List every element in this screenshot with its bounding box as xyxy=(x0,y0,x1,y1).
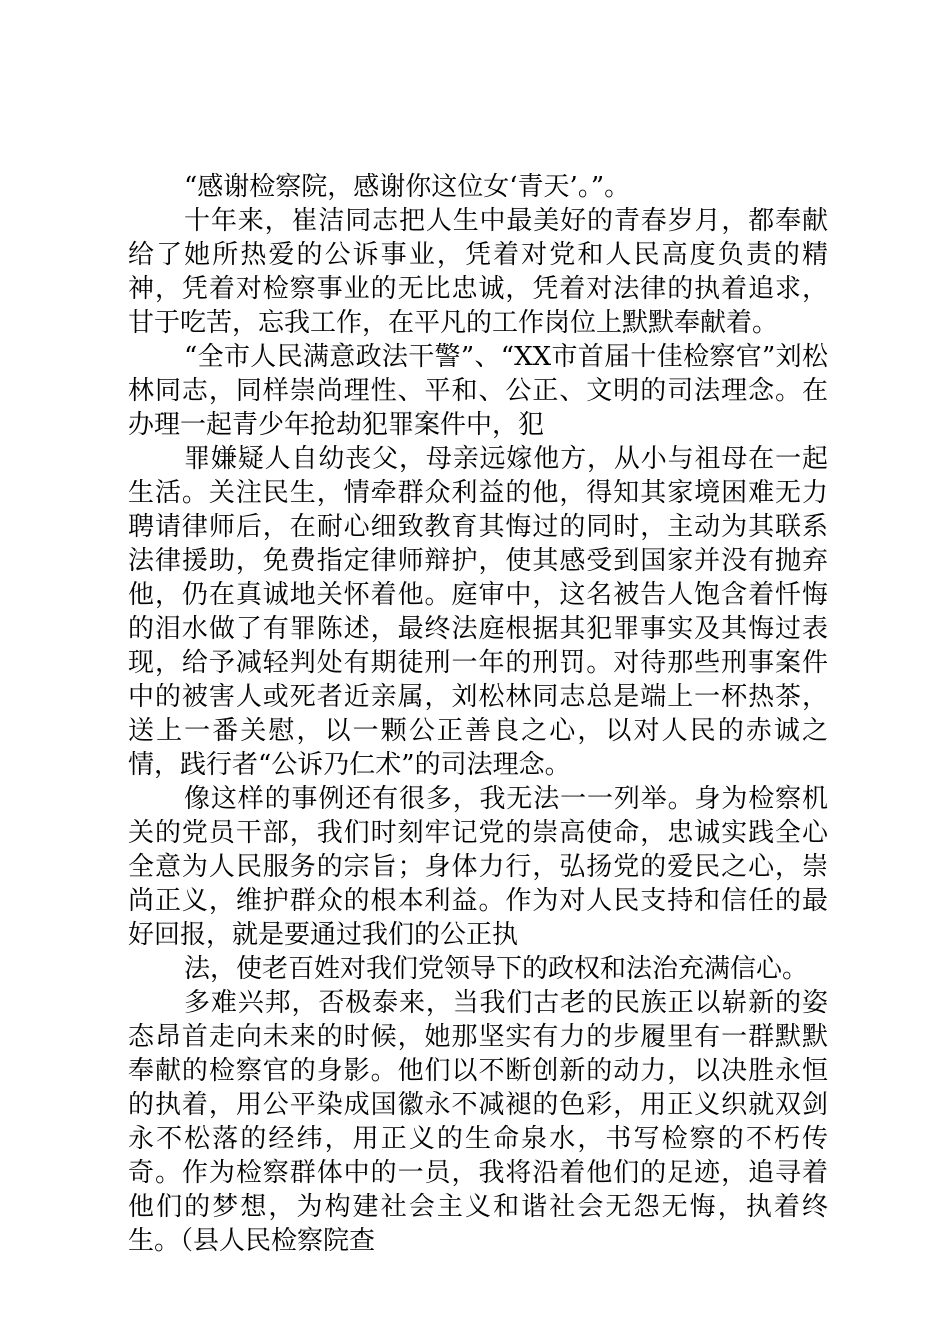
paragraph-1: “感谢检察院，感谢你这位女‘青天’。”。 xyxy=(184,172,631,202)
paragraph-7: 多难兴邦，否极泰来，当我们古老的民族正以崭新的姿态昂首走向未来的时候，她那坚实有力的步履里有一群默默奉献的检察官的身影。他们以不断创新的动力，以决胜永恒的执着，用公平染成国徽永不减褪的色彩，用正义织就双剑永不松落的经纬，用正义的生命泉水，书写检察的不朽传奇。作为检察群体中的一员，我将沿着他们的足迹，追寻着他们的梦想，为构建社会主义和谐社会无怨无悔，执着终生。（县人民检察院查 xyxy=(128,988,828,1256)
paragraph-4: 罪嫌疑人自幼丧父，母亲远嫁他方，从小与祖母在一起生活。关注民生，情牵群众利益的他，得知其家境困难无力聘请律师后，在耐心细致教育其悔过的同时，主动为其联系法律援助，免费指定律师辩护，使其感受到国家并没有抛弃他，仍在真诚地关怀着他。庭审中，这名被告人饱含着忏悔的泪水做了有罪陈述，最终法庭根据其犯罪事实及其悔过表现，给予减轻判处有期徒刑一年的刑罚。对待那些刑事案件中的被害人或死者近亲属，刘松林同志总是端上一杯热茶，送上一番关慰，以一颗公正善良之心，以对人民的赤诚之情，践行者“公诉乃仁术”的司法理念。 xyxy=(128,444,828,780)
paragraph-3: “全市人民满意政法干警”、“XX市首届十佳检察官”刘松林同志，同样崇尚理性、平和、公正、文明的司法理念。在办理一起青少年抢劫犯罪案件中，犯 xyxy=(128,342,828,440)
paragraph-6: 法，使老百姓对我们党领导下的政权和法治充满信心。 xyxy=(184,954,809,984)
paragraph-2: 十年来，崔洁同志把人生中最美好的青春岁月，都奉献给了她所热爱的公诉事业，凭着对党和人民高度负责的精神，凭着对检察事业的无比忠诚，凭着对法律的执着追求，甘于吃苦，忘我工作，在平凡的工作岗位上默默奉献着。 xyxy=(128,206,828,338)
paragraph-5: 像这样的事例还有很多，我无法一一列举。身为检察机关的党员干部，我们时刻牢记党的崇高使命，忠诚实践全心全意为人民服务的宗旨；身体力行，弘扬党的爱民之心，崇尚正义，维护群众的根本利益。作为对人民支持和信任的最好回报，就是要通过我们的公正执 xyxy=(128,784,828,950)
document-body xyxy=(128,170,828,1258)
